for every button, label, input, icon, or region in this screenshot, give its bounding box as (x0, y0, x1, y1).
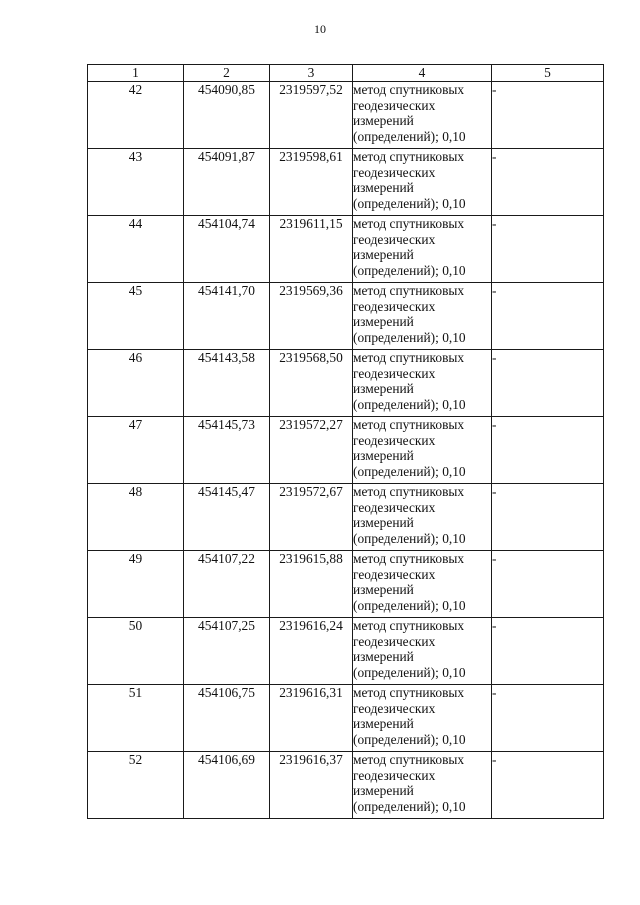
y-coordinate-cell: 2319616,37 (270, 752, 353, 819)
y-coordinate-cell: 2319572,67 (270, 484, 353, 551)
table-row (88, 551, 604, 618)
method-accuracy-cell: метод спутниковых геодезических измерений (определений); 0,10 (353, 82, 492, 149)
x-coordinate-cell: 454145,47 (184, 484, 270, 551)
y-coordinate-cell: 2319569,36 (270, 283, 353, 350)
method-accuracy-cell: метод спутниковых геодезических измерений (определений); 0,10 (353, 551, 492, 618)
note-cell: - (492, 283, 604, 350)
y-coordinate-cell: 2319597,52 (270, 82, 353, 149)
y-coordinate-cell: 2319568,50 (270, 350, 353, 417)
method-accuracy-cell: метод спутниковых геодезических измерений (определений); 0,10 (353, 752, 492, 819)
x-coordinate-cell: 454090,85 (184, 82, 270, 149)
page-number: 10 (314, 22, 326, 36)
method-accuracy-cell: метод спутниковых геодезических измерений (определений); 0,10 (353, 417, 492, 484)
point-number-cell: 51 (88, 685, 184, 752)
note-cell: - (492, 417, 604, 484)
point-number-cell: 48 (88, 484, 184, 551)
table-row (88, 283, 604, 350)
column-header-2: 2 (184, 65, 270, 82)
method-accuracy-cell: метод спутниковых геодезических измерений (определений); 0,10 (353, 685, 492, 752)
x-coordinate-cell: 454091,87 (184, 149, 270, 216)
note-cell: - (492, 350, 604, 417)
note-cell: - (492, 551, 604, 618)
x-coordinate-cell: 454143,58 (184, 350, 270, 417)
y-coordinate-cell: 2319616,24 (270, 618, 353, 685)
note-cell: - (492, 82, 604, 149)
point-number-cell: 46 (88, 350, 184, 417)
point-number-cell: 42 (88, 82, 184, 149)
point-number-cell: 44 (88, 216, 184, 283)
point-number-cell: 47 (88, 417, 184, 484)
table-row (88, 685, 604, 752)
table-row (88, 417, 604, 484)
table-row (88, 216, 604, 283)
point-number-cell: 43 (88, 149, 184, 216)
table-row (88, 618, 604, 685)
method-accuracy-cell: метод спутниковых геодезических измерений (определений); 0,10 (353, 216, 492, 283)
x-coordinate-cell: 454107,25 (184, 618, 270, 685)
coordinates-table (87, 64, 604, 819)
note-cell: - (492, 216, 604, 283)
note-cell: - (492, 149, 604, 216)
method-accuracy-cell: метод спутниковых геодезических измерений (определений); 0,10 (353, 149, 492, 216)
table-header-row (88, 65, 604, 82)
table-row (88, 350, 604, 417)
x-coordinate-cell: 454141,70 (184, 283, 270, 350)
column-header-4: 4 (353, 65, 492, 82)
point-number-cell: 49 (88, 551, 184, 618)
table-row (88, 484, 604, 551)
y-coordinate-cell: 2319598,61 (270, 149, 353, 216)
note-cell: - (492, 618, 604, 685)
column-header-3: 3 (270, 65, 353, 82)
y-coordinate-cell: 2319615,88 (270, 551, 353, 618)
note-cell: - (492, 752, 604, 819)
y-coordinate-cell: 2319616,31 (270, 685, 353, 752)
x-coordinate-cell: 454106,69 (184, 752, 270, 819)
x-coordinate-cell: 454104,74 (184, 216, 270, 283)
method-accuracy-cell: метод спутниковых геодезических измерений (определений); 0,10 (353, 618, 492, 685)
table-row (88, 82, 604, 149)
point-number-cell: 52 (88, 752, 184, 819)
column-header-5: 5 (492, 65, 604, 82)
table-body (88, 82, 604, 819)
x-coordinate-cell: 454106,75 (184, 685, 270, 752)
note-cell: - (492, 685, 604, 752)
method-accuracy-cell: метод спутниковых геодезических измерений (определений); 0,10 (353, 283, 492, 350)
x-coordinate-cell: 454145,73 (184, 417, 270, 484)
note-cell: - (492, 484, 604, 551)
table-row (88, 149, 604, 216)
method-accuracy-cell: метод спутниковых геодезических измерений (определений); 0,10 (353, 484, 492, 551)
point-number-cell: 45 (88, 283, 184, 350)
column-header-1: 1 (88, 65, 184, 82)
y-coordinate-cell: 2319611,15 (270, 216, 353, 283)
method-accuracy-cell: метод спутниковых геодезических измерений (определений); 0,10 (353, 350, 492, 417)
table-row (88, 752, 604, 819)
x-coordinate-cell: 454107,22 (184, 551, 270, 618)
point-number-cell: 50 (88, 618, 184, 685)
y-coordinate-cell: 2319572,27 (270, 417, 353, 484)
